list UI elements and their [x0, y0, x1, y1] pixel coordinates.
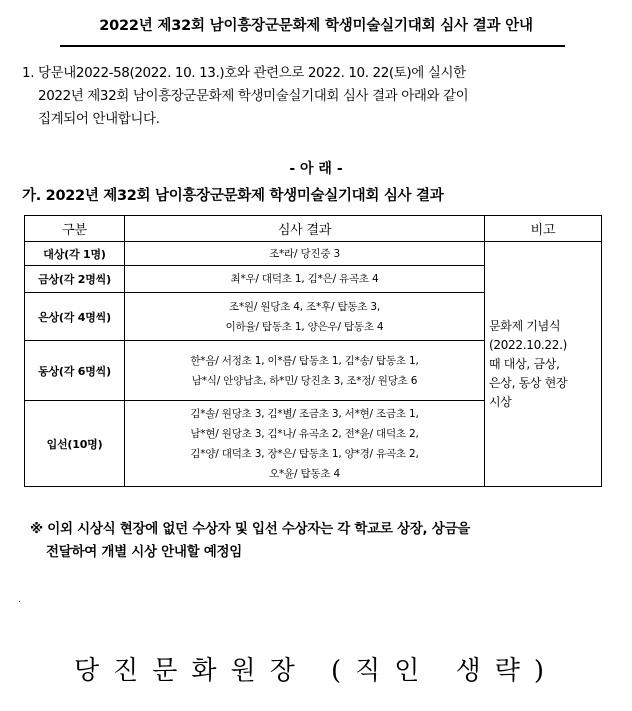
intro-line-2: 2022년 제32회 남이흥장군문화제 학생미술실기대회 심사 결과 아래와 같이 — [38, 88, 469, 104]
result-line: 남*현/ 원당초 3, 김*나/ 유곡초 2, 전*윤/ 대덕초 2, — [190, 427, 419, 440]
table-header-row — [25, 216, 602, 242]
note-line: 때 대상, 금상, — [489, 356, 560, 371]
result-line: 김*양/ 대덕초 3, 장*은/ 탑동초 1, 양*경/ 유곡초 2, — [190, 447, 419, 460]
page-title: 2022년 제32회 남이흥장군문화제 학생미술실기대회 심사 결과 안내 — [99, 18, 533, 34]
results-table — [24, 215, 602, 487]
note-line: 시상 — [489, 394, 512, 409]
note-line: 은상, 동상 현장 — [489, 375, 568, 390]
footnote-line-1: ※ 이외 시상식 현장에 없던 수상자 및 입선 수상자는 각 학교로 상장, 상금을 — [30, 521, 470, 537]
result-line: 한*음/ 서정초 1, 이*름/ 탑동초 1, 김*송/ 탑동초 1, — [190, 354, 419, 367]
header-note: 비고 — [485, 216, 602, 242]
signature: 당진문화원장 (직인 생략) — [74, 656, 558, 686]
table-row — [25, 242, 602, 266]
footnote-line-2: 전달하여 개별 시상 안내할 예정임 — [46, 544, 242, 560]
section-marker: - 아 래 - — [289, 161, 343, 177]
result-line: 이하율/ 탑동초 1, 양은우/ 탑동초 4 — [225, 320, 384, 333]
title-underline-divider — [60, 45, 565, 47]
results-cell — [125, 266, 485, 293]
header-category: 구분 — [25, 216, 125, 242]
category-cell: 대상(각 1명) — [25, 242, 125, 266]
note-cell — [485, 242, 602, 487]
stray-dot: . — [18, 595, 21, 605]
intro-line-3: 집계되어 안내합니다. — [38, 111, 160, 127]
category-cell: 은상(각 4명씩) — [25, 293, 125, 341]
results-cell — [125, 242, 485, 266]
intro-line-1: 1. 당문내2022-58(2022. 10. 13.)호와 관련으로 2022. 10. 22(토)에 실시한 — [22, 65, 466, 81]
result-line: 조*라/ 당진중 3 — [269, 247, 340, 260]
intro-paragraph — [22, 62, 612, 131]
header-results: 심사 결과 — [125, 216, 485, 242]
footnote — [30, 518, 610, 564]
results-subtitle: 가. 2022년 제32회 남이흥장군문화제 학생미술실기대회 심사 결과 — [22, 188, 444, 204]
category-cell: 입선(10명) — [25, 401, 125, 487]
result-line: 조*원/ 원당초 4, 조*후/ 탑동초 3, — [228, 300, 381, 313]
note-line: 문화제 기념식 — [489, 318, 561, 333]
note-line: (2022.10.22.) — [489, 337, 567, 352]
category-cell: 동상(각 6명씩) — [25, 341, 125, 401]
result-line: 김*솔/ 원당초 3, 김*별/ 조금초 3, 서*현/ 조금초 1, — [190, 407, 419, 420]
result-line: 오*윤/ 탑동초 4 — [269, 467, 340, 480]
result-line: 남*식/ 안양남초, 하*민/ 당진초 3, 조*정/ 원당초 6 — [191, 374, 418, 387]
results-cell — [125, 293, 485, 341]
category-cell: 금상(각 2명씩) — [25, 266, 125, 293]
results-cell — [125, 401, 485, 487]
result-line: 최*우/ 대덕초 1, 김*은/ 유곡초 4 — [230, 273, 379, 285]
results-cell — [125, 341, 485, 401]
